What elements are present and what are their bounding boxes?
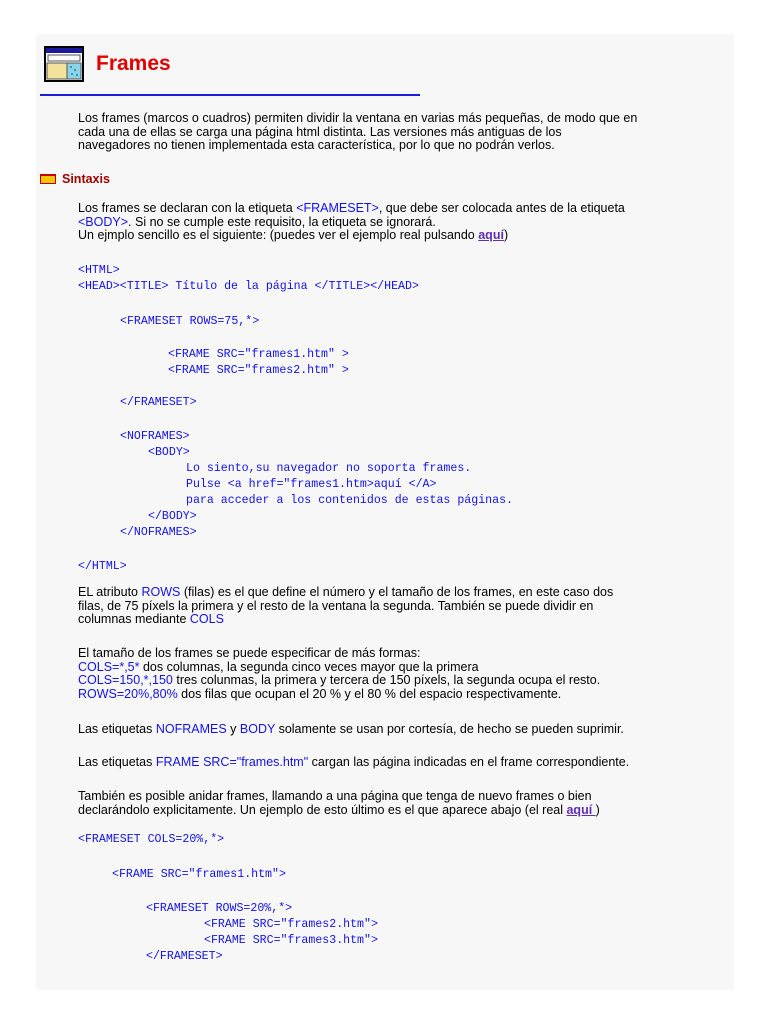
intro-line-2: cada una de ellas se carga una página html distinta. Las versiones más antiguas de los xyxy=(78,124,562,139)
para1-line-1 xyxy=(78,202,625,216)
text: ) xyxy=(503,228,509,243)
text: Las etiquetas xyxy=(78,755,156,769)
code-line: <NOFRAMES> xyxy=(120,430,190,443)
code-line: <FRAMESET ROWS=75,*> xyxy=(120,315,260,328)
code-line: <FRAMESET ROWS=20%,*> xyxy=(146,902,293,915)
text: Las etiquetas xyxy=(78,722,156,736)
text: columnas mediante xyxy=(78,612,190,627)
para5 xyxy=(78,756,629,770)
intro-line-3: navegadores no tienen implementada esta característica, por lo que no podrán verlos. xyxy=(78,138,555,153)
para1-line-3 xyxy=(78,229,508,243)
keyword-rows: ROWS xyxy=(141,585,181,599)
text: . Si no se cumple este requisito, la etiqueta se ignorará. xyxy=(128,214,436,229)
code-line: <FRAME SRC="frames3.htm"> xyxy=(204,934,378,947)
text: Un ejmplo sencillo es el siguiente: (puedes ver el ejemplo real pulsando xyxy=(78,228,479,243)
code-line: <FRAME SRC="frames1.htm" > xyxy=(168,348,349,361)
text: Los frames se declaran con la etiqueta xyxy=(78,201,297,215)
code-line: </HTML> xyxy=(78,560,127,573)
tag-body: <BODY> xyxy=(78,214,129,229)
code-line: <HEAD><TITLE> Título de la página </TITLE></HEAD> xyxy=(78,280,419,293)
text: cargan las página indicadas en el frame correspondiente. xyxy=(308,755,630,769)
para3-line-1: El tamaño de los frames se puede especificar de más formas: xyxy=(78,646,421,660)
code-line: <HTML> xyxy=(78,264,120,277)
para2-line-1 xyxy=(78,586,613,600)
para3-line-4 xyxy=(78,688,561,702)
keyword-cols: COLS xyxy=(189,612,224,627)
nested-example-link[interactable]: aquí xyxy=(566,802,596,817)
code-line: <FRAMESET COLS=20%,*> xyxy=(78,833,225,846)
code-line: </FRAMESET> xyxy=(146,950,223,963)
code-line: </NOFRAMES> xyxy=(120,526,197,539)
window-frames-icon xyxy=(44,46,84,82)
code-line: </FRAMESET> xyxy=(120,396,197,409)
section-label: Sintaxis xyxy=(62,172,110,186)
section-bullet-icon xyxy=(40,174,56,184)
para2-line-2: filas, de 75 píxels la primera y el resto de la ventana la segunda. También se puede dividir en xyxy=(78,598,594,613)
code-line: </BODY> xyxy=(148,510,197,523)
code-line: para acceder a los contenidos de estas páginas. xyxy=(186,494,513,507)
page-content xyxy=(36,34,734,990)
para6-line-1: También es posible anidar frames, llamando a una página que tenga de nuevo frames o bien xyxy=(78,789,592,803)
code-line: <FRAME SRC="frames2.htm" > xyxy=(168,364,349,377)
para4 xyxy=(78,723,624,737)
code-line: <FRAME SRC="frames2.htm"> xyxy=(204,918,378,931)
text: dos filas que ocupan el 20 % y el 80 % del espacio respectivamente. xyxy=(177,686,562,701)
para2-line-3 xyxy=(78,613,224,627)
page-title: Frames xyxy=(96,52,171,75)
text: EL atributo xyxy=(78,585,142,599)
para1-line-2 xyxy=(78,216,436,230)
text: dos columnas, la segunda cinco veces mayor que la primera xyxy=(139,659,479,674)
example-value: COLS=*,5* xyxy=(78,659,140,674)
keyword-body: BODY xyxy=(239,722,276,736)
text: y xyxy=(226,722,240,736)
para3-line-2 xyxy=(78,661,479,675)
text: declarándolo explicitamente. Un ejemplo de esto último es el que aparece abajo (el real xyxy=(78,802,567,817)
code-line: Lo siento,su navegador no soporta frames. xyxy=(186,462,472,475)
tag-frameset: <FRAMESET> xyxy=(296,201,379,215)
text: (filas) es el que define el número y el tamaño de los frames, en este caso dos xyxy=(180,585,614,599)
example-value: ROWS=20%,80% xyxy=(78,686,178,701)
code-line: <BODY> xyxy=(148,446,190,459)
keyword-noframes: NOFRAMES xyxy=(155,722,227,736)
para6-line-2 xyxy=(78,804,600,818)
example-link[interactable]: aquí xyxy=(478,228,504,243)
example-value: COLS=150,*,150 xyxy=(78,673,173,688)
keyword-frame-src: FRAME SRC="frames.htm" xyxy=(155,755,309,769)
text: , que debe ser colocada antes de la etiqueta xyxy=(378,201,625,215)
code-line: Pulse <a href="frames1.htm>aquí </A> xyxy=(186,478,437,491)
intro-line-1: Los frames (marcos o cuadros) permiten dividir la ventana en varias más pequeñas, de modo que en xyxy=(78,111,638,125)
code-line: <FRAME SRC="frames1.htm"> xyxy=(112,868,286,881)
text: tres colunmas, la primera y tercera de 150 píxels, la segunda ocupa el resto. xyxy=(172,673,601,688)
title-divider xyxy=(40,94,420,96)
para3-line-3 xyxy=(78,674,600,688)
text: solamente se usan por cortesía, de hecho se pueden suprimir. xyxy=(275,722,624,736)
text: ) xyxy=(595,802,600,817)
